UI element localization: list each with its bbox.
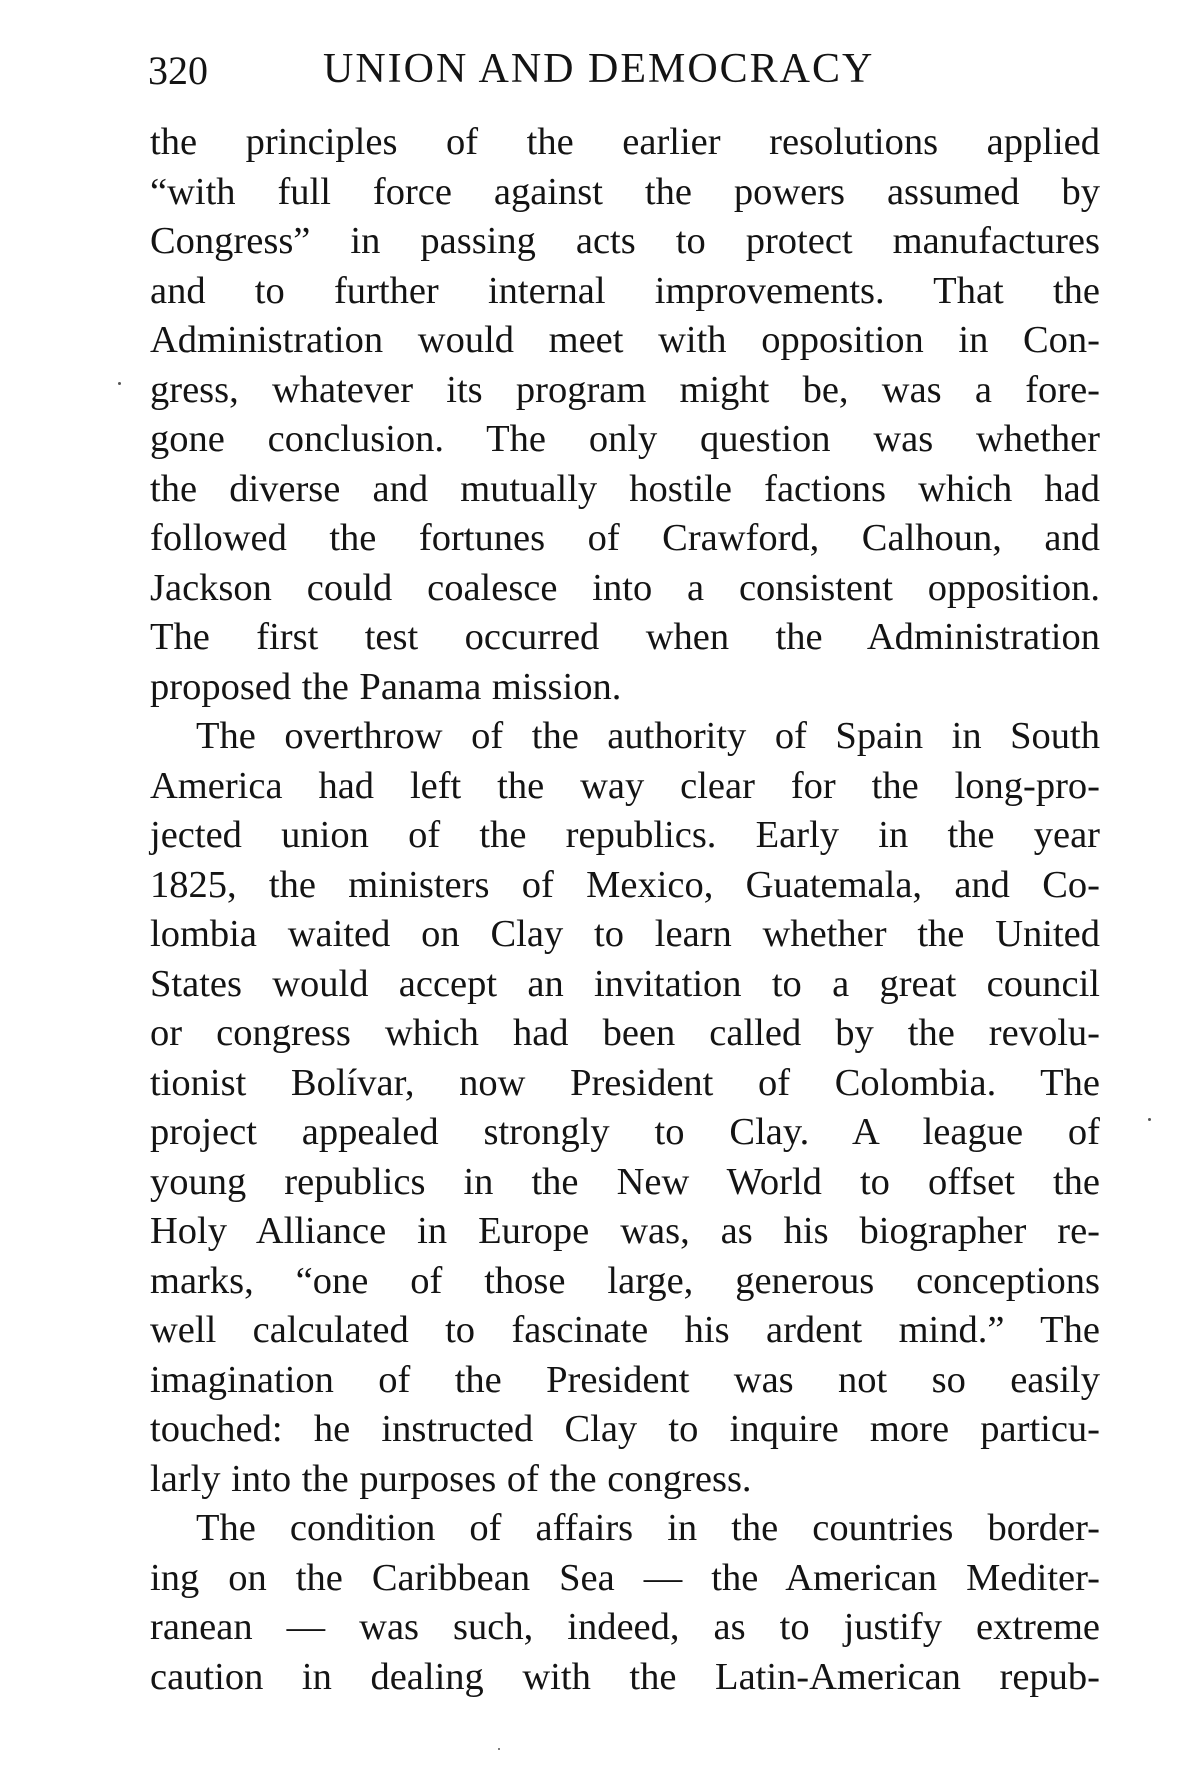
text-line: or congress which had been called by the revolu- (150, 1012, 1100, 1054)
paragraph (150, 1504, 1100, 1702)
text-line: tionist Bolívar, now President of Colombia. The (150, 1061, 1100, 1104)
text-line: the diverse and mutually hostile factions which had (150, 467, 1100, 510)
text-line: ranean — was such, indeed, as to justify extreme (150, 1606, 1100, 1648)
paragraph (150, 118, 1100, 712)
text-line: marks, “one of those large, generous conceptions (150, 1259, 1100, 1302)
text-line: imagination of the President was not so easily (150, 1358, 1100, 1401)
text-line: proposed the Panama mission. (150, 665, 622, 708)
text-line: the principles of the earlier resolutions applied (150, 121, 1100, 163)
text-line: well calculated to fascinate his ardent mind.” The (150, 1309, 1100, 1351)
page-number: 320 (148, 48, 208, 93)
text-line: The first test occurred when the Administration (150, 616, 1100, 658)
text-line: States would accept an invitation to a great council (150, 962, 1100, 1005)
text-line: larly into the purposes of the congress. (150, 1457, 752, 1500)
text-line: young republics in the New World to offset the (150, 1160, 1100, 1203)
text-line: Holy Alliance in Europe was, as his biographer re- (150, 1210, 1100, 1252)
text-line: followed the fortunes of Crawford, Calhoun, and (150, 517, 1100, 559)
body-text (150, 118, 1100, 1702)
print-speck (1148, 1118, 1151, 1121)
text-line: Congress” in passing acts to protect manufactures (150, 220, 1100, 262)
print-speck (118, 382, 121, 385)
text-line: project appealed strongly to Clay. A league of (150, 1111, 1100, 1153)
text-line: ing on the Caribbean Sea — the American Mediter- (150, 1556, 1100, 1599)
text-line: gone conclusion. The only question was whether (150, 418, 1100, 460)
running-head-title: UNION AND DEMOCRACY (323, 46, 875, 92)
paragraph (150, 712, 1100, 1504)
text-line: Jackson could coalesce into a consistent opposition. (150, 566, 1100, 609)
text-line: lombia waited on Clay to learn whether the United (150, 913, 1100, 955)
text-line: jected union of the republics. Early in the year (150, 814, 1100, 856)
text-line: touched: he instructed Clay to inquire more particu- (150, 1408, 1100, 1450)
text-line: America had left the way clear for the long-pro- (150, 764, 1100, 807)
text-line: Administration would meet with opposition in Con- (150, 319, 1100, 361)
running-head (148, 42, 1098, 102)
text-line: 1825, the ministers of Mexico, Guatemala, and Co- (150, 863, 1100, 906)
text-line: “with full force against the powers assumed by (150, 170, 1100, 213)
text-line: The overthrow of the authority of Spain in South (196, 715, 1100, 757)
text-line: caution in dealing with the Latin-American repub- (150, 1655, 1100, 1698)
text-line: The condition of affairs in the countries border- (196, 1507, 1100, 1549)
print-speck (498, 1748, 500, 1750)
text-line: and to further internal improvements. That the (150, 269, 1100, 312)
text-line: gress, whatever its program might be, was a fore- (150, 368, 1100, 411)
